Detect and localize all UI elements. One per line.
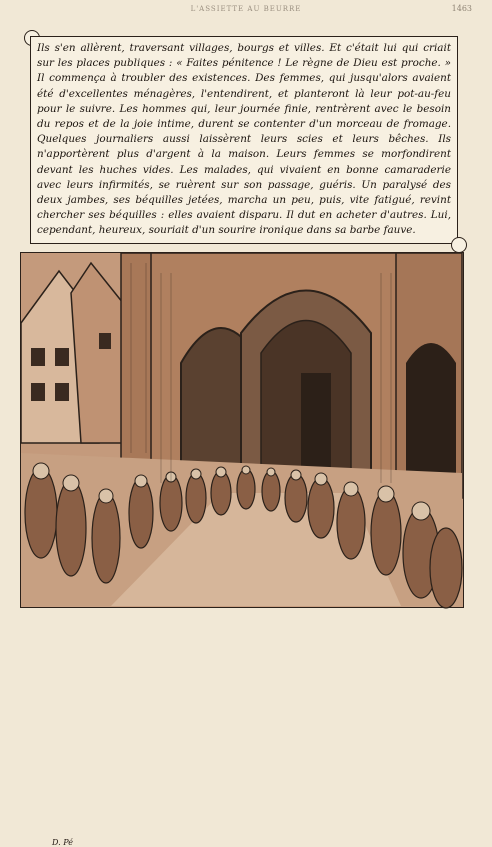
running-title: L'ASSIETTE AU BEURRE [190,5,302,13]
text-frame [30,36,458,244]
cathedral-crowd-illustration [20,252,464,847]
scroll-curl-ornament [451,237,467,253]
artist-signature: D. Pé [52,838,73,847]
page-number: 1463 [451,4,472,13]
body-text: Ils s'en allèrent, traversant villages, bourgs et villes. Et c'était lui qui criait sur les places publiques : « Faites pénitence ! Le règne de Dieu est proche. » Il commença à troubler des existences. Des femmes, qui jusqu'alors avaient été d'excellentes ménagères, l'entendirent, et planteront là leur pot-au-feu pour le suivre. Les hommes qui, leur journée finie, rentrèrent avec le besoin du repos et de la joie intime, durent se contenter d'un morceau de fromage. Quelques journaliers aussi laissèrent leurs scies et leurs bêches. Ils n'apportèrent plus d'argent à la maison. Leurs femmes se morfondirent devant les huches vides. Les malades, qui vivaient en bonne camaraderie avec leurs infirmités, se ruèrent sur son passage, guéris. Un paralysé des deux jambes, ses béquilles jetées, marcha un peu, puis, vite fatigué, revint chercher ses béquilles : elles avaient disparu. Il dut en acheter d'autres. Lui, cependant, heureux, souriait d'un sourire ironique dans sa barbe fauve. [37,42,451,237]
page-header [0,4,492,18]
